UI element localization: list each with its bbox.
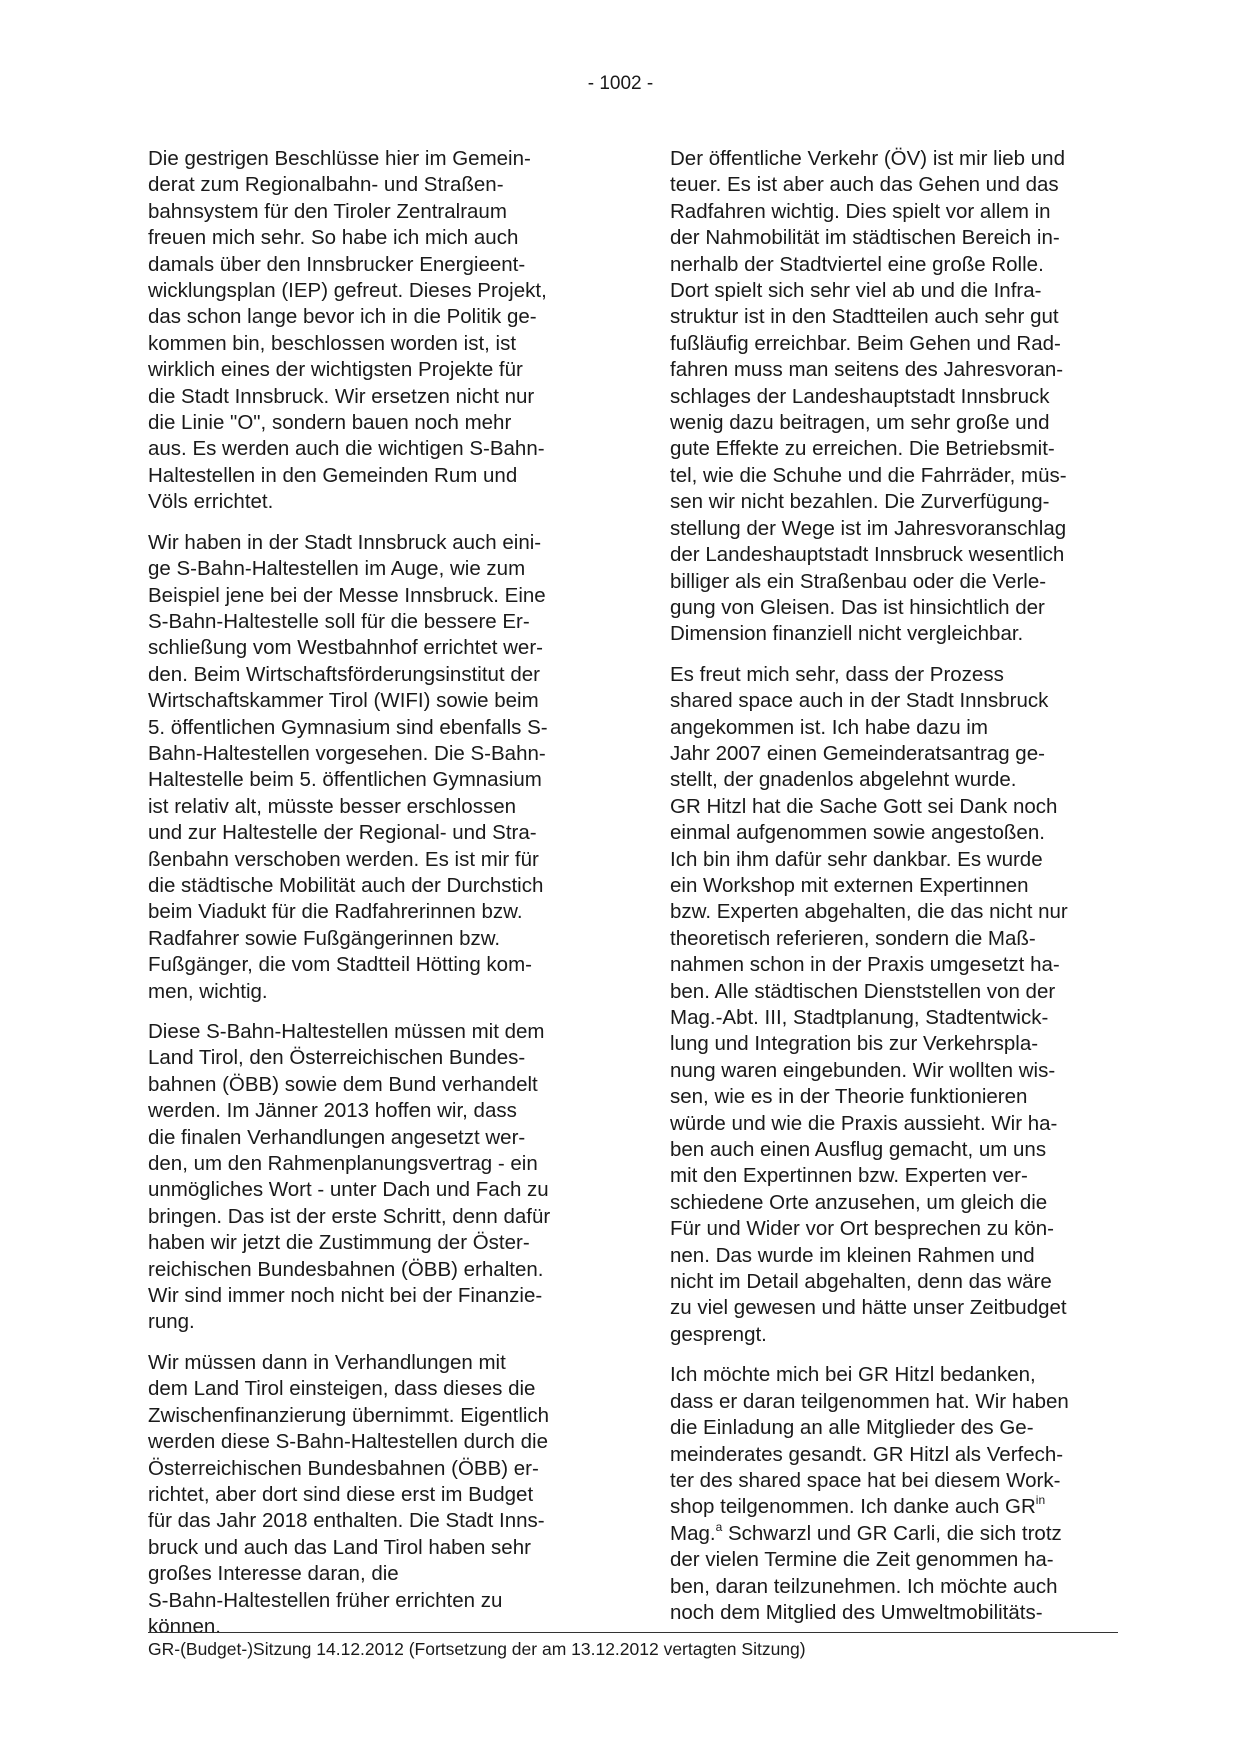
text-line: fahren muss man seitens des Jahresvoran- [670,358,1064,382]
text-line: noch dem Mitglied des Umweltmobilitäts- [670,1600,1043,1624]
text-line: können. [148,1614,221,1638]
paragraph [670,662,1125,1349]
text-line: ist relativ alt, müsste besser erschlossen [148,794,516,818]
text-line: struktur ist in den Stadtteilen auch sehr gut [670,305,1059,329]
text-line: Mag.-Abt. III, Stadtplanung, Stadtentwick- [670,1006,1049,1029]
text-line: Der öffentliche Verkehr (ÖV) ist mir lieb und [670,147,1065,170]
text-line: gute Effekte zu erreichen. Die Betriebsmit- [670,437,1055,461]
text-segment: shop teilgenommen. Ich danke auch GR [670,1495,1036,1519]
text-line: bzw. Experten abgehalten, die das nicht nur [670,900,1068,924]
text-line: nung waren eingebunden. Wir wollten wis- [670,1058,1056,1082]
text-line: reichischen Bundesbahnen (ÖBB) erhalten. [148,1257,544,1281]
text-line: Radfahrer sowie Fußgängerinnen bzw. [148,926,501,950]
text-line: Diese S-Bahn-Haltestellen müssen mit dem [148,1020,545,1043]
text-line: sen, wie es in der Theorie funktionieren [670,1085,1028,1109]
text-line: Ich bin ihm dafür sehr dankbar. Es wurde [670,847,1043,871]
text-line: gung von Gleisen. Das ist hinsichtlich der [670,595,1045,619]
superscript: in [1035,1493,1046,1508]
text-line: für das Jahr 2018 enthalten. Die Stadt Inns- [148,1509,545,1533]
text-line: nicht im Detail abgehalten, denn das wäre [670,1270,1052,1294]
text-line: der vielen Termine die Zeit genommen ha- [670,1548,1054,1572]
text-line: Die gestrigen Beschlüsse hier im Gemein- [148,147,531,170]
left-column [148,146,603,1654]
text-line: die städtische Mobilität auch der Durchstich [148,873,544,897]
text-line: ben auch einen Ausflug gemacht, um uns [670,1138,1047,1162]
text-line: zu viel gewesen und hätte unser Zeitbudget [670,1296,1067,1320]
text-line: wicklungsplan (IEP) gefreut. Dieses Projekt, [148,279,547,303]
text-line: Dort spielt sich sehr viel ab und die Infra- [670,279,1042,303]
footer: GR-(Budget-)Sitzung 14.12.2012 (Fortsetzung der am 13.12.2012 vertagten Sitzung) [148,1639,806,1659]
text-line: werden diese S-Bahn-Haltestellen durch die [148,1430,548,1454]
text-line: das schon lange bevor ich in die Politik ge- [148,305,537,329]
footer-rule [148,1632,1118,1633]
text-line: würde und wie die Praxis aussieht. Wir ha- [670,1111,1058,1135]
text-line: men, wichtig. [148,979,268,1003]
text-segment: Schwarzl und GR Carli, die sich trotz [722,1521,1062,1545]
text-line: rung. [148,1310,195,1334]
text-line: sen wir nicht bezahlen. Die Zurverfügung- [670,490,1050,514]
text-line: die Stadt Innsbruck. Wir ersetzen nicht nur [148,384,535,408]
text-line: tel, wie die Schuhe und die Fahrräder, müs- [670,463,1067,487]
text-line: GR Hitzl hat die Sache Gott sei Dank noch [670,794,1058,818]
text-line: einmal aufgenommen sowie angestoßen. [670,821,1045,845]
text-line: billiger als ein Straßenbau oder die Verle- [670,569,1047,593]
text-line: Ich möchte mich bei GR Hitzl bedanken, [670,1363,1036,1387]
text-line: dem Land Tirol einsteigen, dass dieses die [148,1377,536,1401]
text-segment: Mag. [670,1521,716,1545]
text-line: beim Viadukt für die Radfahrerinnen bzw. [148,900,523,924]
text-line: wenig dazu beitragen, um sehr große und [670,411,1050,435]
text-line: bringen. Das ist der erste Schritt, denn dafür [148,1204,551,1228]
text-line: Wir sind immer noch nicht bei der Finanzie- [148,1284,543,1308]
text-line: dass er daran teilgenommen hat. Wir haben [670,1389,1069,1413]
text-line: freuen mich sehr. So habe ich mich auch [148,226,519,250]
text-line: S-Bahn-Haltestelle soll für die bessere Er- [148,609,530,633]
text-line: haben wir jetzt die Zustimmung der Öster- [148,1231,530,1255]
text-line: ben. Alle städtischen Dienststellen von der [670,979,1056,1003]
paragraph-lines [670,1362,1125,1494]
text-line: Für und Wider vor Ort besprechen zu kön- [670,1217,1054,1241]
text-line: derat zum Regionalbahn- und Straßen- [148,173,504,197]
text-line: Wirtschaftskammer Tirol (WIFI) sowie beim [148,689,539,713]
text-line: ßenbahn verschoben werden. Es ist mir für [148,847,539,871]
text-line: nen. Das wurde im kleinen Rahmen und [670,1243,1035,1267]
text-line: die Einladung an alle Mitglieder des Ge- [670,1416,1034,1440]
text-line: schließung vom Westbahnhof errichtet wer- [148,636,543,660]
paragraph [670,146,1125,648]
text-line: ein Workshop mit externen Expertinnen [670,873,1029,897]
text-line: werden. Im Jänner 2013 hoffen wir, dass [148,1099,517,1123]
text-line: Wir müssen dann in Verhandlungen mit [148,1350,506,1374]
text-line: ben, daran teilzunehmen. Ich möchte auch [670,1574,1058,1598]
right-column [670,146,1125,1640]
paragraph [148,1350,603,1640]
text-line: Bahn-Haltestellen vorgesehen. Die S-Bahn- [148,741,546,765]
text-line: die finalen Verhandlungen angesetzt wer- [148,1125,526,1149]
text-line: großes Interesse daran, die [148,1562,399,1586]
text-line: unmögliches Wort - unter Dach und Fach zu [148,1178,549,1202]
paragraph [148,146,603,516]
text-line [670,1521,1125,1547]
text-line: angekommen ist. Ich habe dazu im [670,715,988,739]
text-line: stellt, der gnadenlos abgelehnt wurde. [670,768,1017,792]
text-line: Österreichischen Bundesbahnen (ÖBB) er- [148,1456,539,1480]
text-line: Fußgänger, die vom Stadtteil Hötting kom- [148,953,532,977]
paragraph [670,1362,1125,1626]
text-line: Dimension finanziell nicht vergleichbar. [670,622,1024,646]
page-number: - 1002 - [587,73,654,94]
text-line: mit den Expertinnen bzw. Experten ver- [670,1164,1028,1188]
text-line: lung und Integration bis zur Verkehrspla- [670,1032,1039,1056]
text-line: Radfahren wichtig. Dies spielt vor allem in [670,199,1051,223]
text-line: der Nahmobilität im städtischen Bereich in- [670,226,1060,250]
text-line: aus. Es werden auch die wichtigen S-Bahn- [148,437,545,461]
text-line: bruck und auch das Land Tirol haben sehr [148,1535,531,1559]
text-line: shared space auch in der Stadt Innsbruck [670,689,1049,713]
text-line: wirklich eines der wichtigsten Projekte für [148,358,523,382]
text-line: meinderates gesandt. GR Hitzl als Verfech- [670,1442,1064,1466]
paragraph-lines [670,1547,1125,1626]
text-line: S-Bahn-Haltestellen früher errichten zu [148,1588,503,1612]
text-line: damals über den Innsbrucker Energieent- [148,252,526,276]
text-line: Wir haben in der Stadt Innsbruck auch eini- [148,530,542,554]
text-line: schlages der Landeshauptstadt Innsbruck [670,384,1050,408]
text-line: stellung der Wege ist im Jahresvoranschlag [670,516,1067,540]
text-line: bahnen (ÖBB) sowie dem Bund verhandelt [148,1072,538,1096]
text-line: Zwischenfinanzierung übernimmt. Eigentlich [148,1403,550,1427]
text-line: 5. öffentlichen Gymnasium sind ebenfalls S- [148,715,548,739]
text-line: Es freut mich sehr, dass der Prozess [670,662,1004,686]
text-line: Völs errichtet. [148,490,274,514]
text-line: Jahr 2007 einen Gemeinderatsantrag ge- [670,741,1045,765]
paragraph [148,1019,603,1336]
text-line: ter des shared space hat bei diesem Work- [670,1468,1061,1492]
text-line: den. Beim Wirtschaftsförderungsinstitut der [148,662,540,686]
text-line: nerhalb der Stadtviertel eine große Rolle. [670,252,1044,276]
text-line: den, um den Rahmenplanungsvertrag - ein [148,1152,538,1176]
text-line: richtet, aber dort sind diese erst im Budget [148,1482,534,1506]
text-line: teuer. Es ist aber auch das Gehen und das [670,173,1059,197]
text-line: fußläufig erreichbar. Beim Gehen und Rad- [670,331,1061,355]
text-line: nahmen schon in der Praxis umgesetzt ha- [670,953,1060,977]
text-line: schiedene Orte anzusehen, um gleich die [670,1190,1048,1214]
text-line [670,1494,1125,1520]
text-line: Land Tirol, den Österreichischen Bundes- [148,1046,526,1070]
text-line: Beispiel jene bei der Messe Innsbruck. Eine [148,583,546,607]
text-line: kommen bin, beschlossen worden ist, ist [148,331,517,355]
text-line: und zur Haltestelle der Regional- und Stra- [148,821,537,845]
text-line: die Linie "O", sondern bauen noch mehr [148,411,512,435]
text-line: theoretisch referieren, sondern die Maß- [670,926,1036,950]
text-line: bahnsystem für den Tiroler Zentralraum [148,199,507,223]
text-line: der Landeshauptstadt Innsbruck wesentlich [670,543,1065,567]
text-line: Haltestellen in den Gemeinden Rum und [148,463,518,487]
text-line: Haltestelle beim 5. öffentlichen Gymnasium [148,768,542,792]
text-line: gesprengt. [670,1322,767,1346]
text-line: ge S-Bahn-Haltestellen im Auge, wie zum [148,557,526,581]
superscript: a [715,1519,723,1534]
paragraph [148,530,603,1005]
